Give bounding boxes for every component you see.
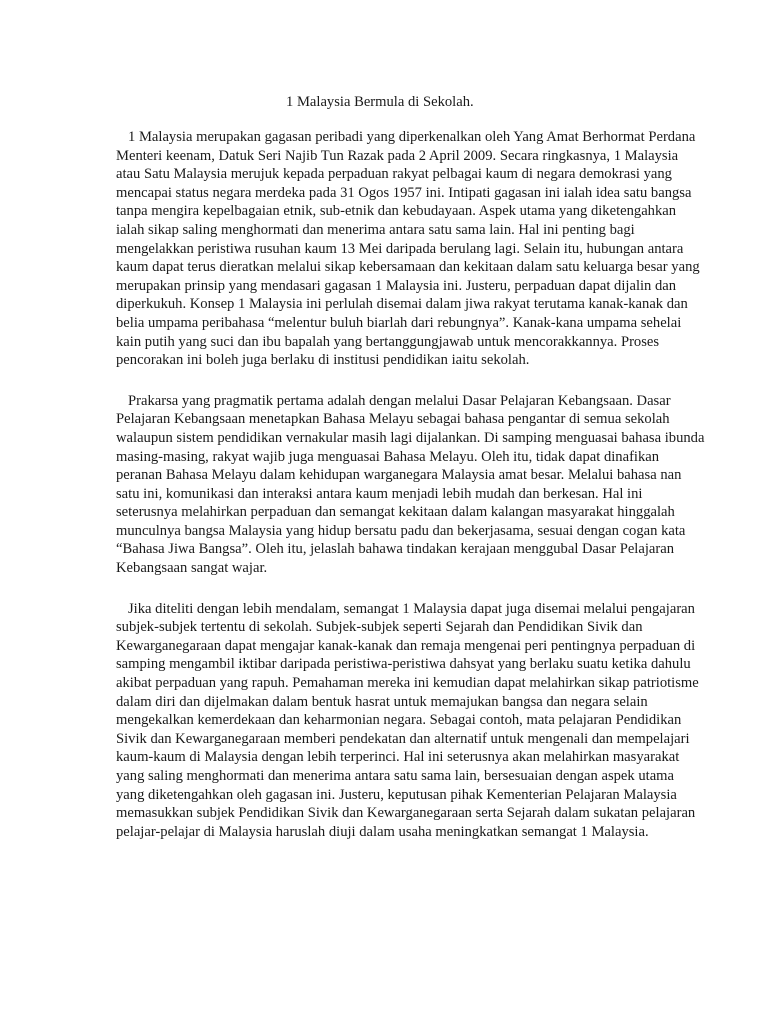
paragraph-2: Prakarsa yang pragmatik pertama adalah dengan melalui Dasar Pelajaran Kebangsaan. Dasar Pelajaran Kebangsaan menetapkan Bahasa Melayu sebagai bahasa pengantar di semua sekolah walaupun sistem pendidikan vernakular masih lagi dijalankan. Di samping menguasai bahasa ibunda masing-masing, rakyat wajib juga menguasai Bahasa Melayu. Oleh itu, tidak dapat dinafikan peranan Bahasa Melayu dalam kehidupan warganegara Malaysia amat besar. Melalui bahasa nan satu ini, komunikasi dan interaksi antara kaum menjadi lebih mudah dan berkesan. Hal ini seterusnya melahirkan perpaduan dan semangat kekitaan dalam kalangan masyarakat hinggalah munculnya bangsa Malaysia yang hidup bersatu padu dan bekerjasama, sesuai dengan cogan kata “Bahasa Jiwa Bangsa”. Oleh itu, jelaslah bahawa tindakan kerajaan menggubal Dasar Pelajaran Kebangsaan sangat wajar.	[116, 392, 705, 577]
paragraph-3: Jika diteliti dengan lebih mendalam, semangat 1 Malaysia dapat juga disemai melalui pengajaran subjek-subjek tertentu di sekolah. Subjek-subjek seperti Sejarah dan Pendidikan Sivik dan Kewarganegaraan dapat mengajar kanak-kanak dan remaja mengenai peri pentingnya perpaduan di samping mengambil iktibar daripada peristiwa-peristiwa dahsyat yang berlaku suatu ketika dahulu akibat perpaduan yang rapuh. Pemahaman mereka ini kemudian dapat melahirkan sikap patriotisme dalam diri dan dijelmakan dalam bentuk hasrat untuk memajukan bangsa dan negara selain mengekalkan kemerdekaan dan keharmonian negara. Sebagai contoh, mata pelajaran Pendidikan Sivik dan Kewarganegaraan memberi pendekatan dan alternatif untuk mengenali dan mempelajari kaum-kaum di Malaysia dengan lebih terperinci. Hal ini seterusnya akan melahirkan masyarakat yang saling menghormati dan menerima antara satu sama lain, bersesuaian dengan aspek utama yang diketengahkan oleh gagasan ini. Justeru, keputusan pihak Kementerian Pelajaran Malaysia memasukkan subjek Pendidikan Sivik dan Kewarganegaraan serta Sejarah dalam sukatan pelajaran pelajar-pelajar di Malaysia haruslah diuji dalam usaha meningkatkan semangat 1 Malaysia.	[116, 600, 699, 840]
paragraph-1: 1 Malaysia merupakan gagasan peribadi yang diperkenalkan oleh Yang Amat Berhormat Perdana Menteri keenam, Datuk Seri Najib Tun Razak pada 2 April 2009. Secara ringkasnya, 1 Malaysia atau Satu Malaysia merujuk kepada perpaduan rakyat pelbagai kaum di negara demokrasi yang mencapai status negara merdeka pada 31 Ogos 1957 ini. Intipati gagasan ini ialah idea satu bangsa tanpa mengira kepelbagaian etnik, sub-etnik dan kebudayaan. Aspek utama yang diketengahkan ialah sikap saling menghormati dan menerima antara satu sama lain. Hal ini penting bagi mengelakkan peristiwa rusuhan kaum 13 Mei daripada berulang lagi. Selain itu, hubungan antara kaum dapat terus dieratkan melalui sikap kebersamaan dan kekitaan dalam satu keluarga besar yang merupakan prinsip yang mendasari gagasan 1 Malaysia ini. Justeru, perpaduan dapat dijalin dan diperkukuh. Konsep 1 Malaysia ini perlulah disemai dalam jiwa rakyat terutama kanak-kanak dan belia umpama peribahasa “melentur buluh biarlah dari rebungnya”. Kanak-kana umpama sehelai kain putih yang suci dan ibu bapalah yang bertanggungjawab untuk mencorakkannya. Proses pencorakan ini boleh juga berlaku di institusi pendidikan iaitu sekolah.	[116, 129, 700, 369]
document-page	[116, 92, 706, 863]
document-title: 1 Malaysia Bermula di Sekolah.	[286, 94, 474, 110]
